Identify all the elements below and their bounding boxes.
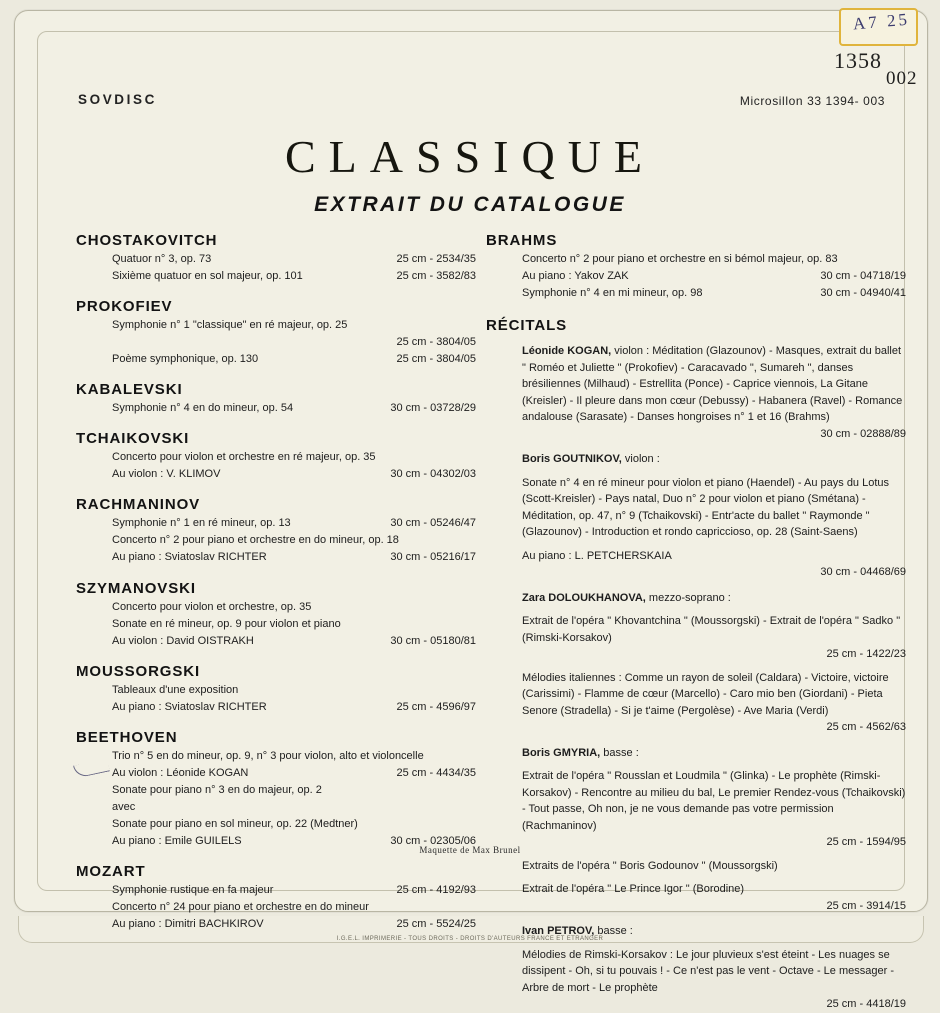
entry-title: Symphonie rustique en fa majeur bbox=[112, 884, 274, 897]
catalogue-entry bbox=[76, 251, 476, 268]
catalogue-entry bbox=[76, 799, 476, 816]
entry-title: Concerto n° 2 pour piano et orchestre en si bémol majeur, op. 83 bbox=[522, 253, 838, 265]
catalogue-entry bbox=[76, 515, 476, 532]
entry-title: Au violon : V. KLIMOV bbox=[112, 468, 221, 481]
composer-heading: BEETHOVEN bbox=[76, 728, 178, 746]
recital-entry bbox=[486, 590, 906, 736]
catalog-number-top: 1358 bbox=[834, 48, 882, 73]
recital-reference: 25 cm - 1594/95 bbox=[826, 836, 906, 849]
design-credit: Maquette de Max Brunel bbox=[419, 845, 521, 855]
recital-entry bbox=[486, 451, 906, 581]
entry-title: Au piano : Sviatoslav RICHTER bbox=[112, 700, 267, 713]
composer-heading: SZYMANOVSKI bbox=[76, 579, 196, 597]
entry-title: Concerto pour violon et orchestre en ré majeur, op. 35 bbox=[112, 451, 376, 464]
entry-title: Au violon : David OISTRAKH bbox=[112, 634, 254, 647]
entry-reference: 30 cm - 04940/41 bbox=[820, 287, 906, 300]
entry-reference: 25 cm - 5524/25 bbox=[396, 918, 476, 931]
catalogue-entry bbox=[76, 765, 476, 782]
entry-reference: 25 cm - 4434/35 bbox=[396, 766, 476, 779]
entry-reference: 30 cm - 05246/47 bbox=[390, 517, 476, 530]
catalogue-entry bbox=[486, 268, 906, 285]
recital-reference: 25 cm - 4562/63 bbox=[826, 721, 906, 734]
composer-heading: TCHAIKOVSKI bbox=[76, 430, 190, 448]
catalogue-entry bbox=[76, 599, 476, 616]
recital-block bbox=[522, 475, 906, 541]
recital-text: Extraits de l'opéra " Boris Godounov " (Moussorgski) bbox=[522, 859, 778, 872]
catalogue-entry bbox=[486, 251, 906, 268]
entry-title: Au piano : Emile GUILELS bbox=[112, 834, 242, 847]
catalogue-entry bbox=[76, 882, 476, 899]
artist-role: violon : bbox=[611, 345, 653, 358]
catalogue-entry bbox=[76, 268, 476, 285]
catalogue-entry bbox=[76, 899, 476, 916]
catalogue-entry bbox=[76, 782, 476, 799]
entry-reference: 25 cm - 3804/05 bbox=[396, 336, 476, 349]
entry-title: Sonate en ré mineur, op. 9 pour violon et piano bbox=[112, 617, 341, 630]
composer-heading: KABALEVSKI bbox=[76, 381, 183, 399]
catalogue-entry bbox=[76, 699, 476, 716]
entry-title: Concerto pour violon et orchestre, op. 35 bbox=[112, 600, 312, 613]
entry-reference: 30 cm - 05216/17 bbox=[390, 551, 476, 564]
entry-title: Concerto n° 24 pour piano et orchestre en do mineur bbox=[112, 901, 369, 914]
composer-heading: MOZART bbox=[76, 863, 146, 881]
entry-reference: 30 cm - 05180/81 bbox=[390, 634, 476, 647]
recital-text: Méditation (Glazounov) - Masques, extrait du ballet " Roméo et Juliette " (Prokofiev) - Caracavado ", Sumareh ", danses brésiliennes (Milhaud) - Estrellita (Ponce) - Caprice viennois, La Gitane (Kreisler) - Il pleure dans mon cœur (Debussy) - Habanera (Ravel) - Romance andalouse (Sarasate) - Danses hongroises n° 1 et 16 (Brahms) bbox=[522, 345, 903, 424]
entry-title: Tableaux d'une exposition bbox=[112, 683, 239, 696]
recital-artist-line bbox=[522, 590, 906, 607]
entry-title: Concerto n° 2 pour piano et orchestre en do mineur, op. 18 bbox=[112, 534, 399, 547]
catalogue-entry bbox=[76, 466, 476, 483]
entry-title: Symphonie n° 4 en do mineur, op. 54 bbox=[112, 402, 294, 415]
composer-heading: BRAHMS bbox=[486, 232, 558, 249]
recital-block bbox=[522, 613, 906, 646]
handwritten-annotation: A7 25 bbox=[852, 9, 911, 34]
catalogue-entry bbox=[76, 449, 476, 466]
entry-title: Au piano : Dimitri BACHKIROV bbox=[112, 918, 264, 931]
artist-role: basse : bbox=[600, 746, 639, 759]
catalog-number-sub: 002 bbox=[886, 68, 918, 89]
entry-title: Poème symphonique, op. 130 bbox=[112, 353, 259, 366]
recital-artist-line bbox=[522, 343, 906, 426]
catalogue-entry bbox=[76, 532, 476, 549]
entry-reference: 30 cm - 04718/19 bbox=[820, 270, 906, 283]
entry-reference: 30 cm - 02305/06 bbox=[390, 834, 476, 847]
artist-name: Boris GMYRIA, bbox=[522, 746, 601, 759]
catalogue-entry bbox=[76, 317, 476, 334]
recital-block bbox=[522, 548, 906, 565]
entry-title: Trio n° 5 en do mineur, op. 9, n° 3 pour violon, alto et violoncelle bbox=[112, 749, 424, 762]
catalogue-left-column bbox=[76, 232, 476, 933]
recital-text: Sonate n° 4 en ré mineur pour violon et piano (Haendel) - Au pays du Lotus (Scott-Kreisler) - Pays natal, Duo n° 2 pour violon et piano (Smétana) - Méditation, op. 47, n° 9 (Tchaikovski) - Entr'acte du ballet " Raymonde " (Glazounov) - Introduction et rondo capriccioso, op. 28 (Saint-Saens) bbox=[522, 476, 890, 539]
artist-role: mezzo-soprano : bbox=[645, 591, 731, 604]
composer-heading: PROKOFIEV bbox=[76, 298, 173, 316]
entry-title: avec bbox=[112, 800, 136, 813]
page-title: CLASSIQUE bbox=[284, 131, 656, 182]
catalogue-entry bbox=[76, 616, 476, 633]
recital-block bbox=[522, 881, 906, 898]
recital-reference: 25 cm - 4418/19 bbox=[826, 998, 906, 1011]
recital-artist-line bbox=[522, 745, 906, 762]
entry-title: Sixième quatuor en sol majeur, op. 101 bbox=[112, 270, 303, 283]
recital-artist-line bbox=[522, 451, 906, 468]
catalogue-entry bbox=[76, 916, 476, 933]
entry-reference: 25 cm - 4192/93 bbox=[396, 884, 476, 897]
artist-name: Boris GOUTNIKOV, bbox=[522, 453, 622, 466]
entry-title: Quatuor n° 3, op. 73 bbox=[112, 253, 212, 265]
artist-role: basse : bbox=[594, 925, 633, 938]
entry-title: Symphonie n° 4 en mi mineur, op. 98 bbox=[522, 287, 703, 300]
entry-title: Au violon : Léonide KOGAN bbox=[112, 766, 249, 779]
recital-reference: 30 cm - 02888/89 bbox=[820, 427, 906, 440]
recitals-heading: RÉCITALS bbox=[486, 317, 568, 335]
catalogue-entry bbox=[76, 633, 476, 650]
recital-text: Extrait de l'opéra " Le Prince Igor " (Borodine) bbox=[522, 883, 745, 896]
entry-title: Symphonie n° 1 "classique" en ré majeur, op. 25 bbox=[112, 319, 348, 332]
entry-title: Au piano : Sviatoslav RICHTER bbox=[112, 551, 267, 564]
recital-text: Extrait de l'opéra " Khovantchina " (Moussorgski) - Extrait de l'opéra " Sadko " (Rimski-Korsakov) bbox=[522, 615, 901, 644]
catalogue-entry bbox=[76, 400, 476, 417]
format-reference: Microsillon 33 1394- 003 bbox=[739, 94, 885, 108]
entry-reference: 25 cm - 3582/83 bbox=[396, 270, 476, 283]
recital-text: Au piano : L. PETCHERSKAIA bbox=[522, 549, 672, 562]
composer-heading: MOUSSORGSKI bbox=[76, 662, 201, 680]
recital-block bbox=[522, 858, 906, 875]
recital-text: Mélodies de Rimski-Korsakov : Le jour pluvieux s'est éteint - Les nuages se dissipent - Oh, si tu pouvais ! - Ce n'est pas le vent - Octave - Le messager - Arbre de mort - Le prophète bbox=[522, 948, 894, 994]
artist-name: Ivan PETROV, bbox=[522, 925, 595, 938]
catalogue-entry bbox=[76, 682, 476, 699]
printer-notice: I.G.E.L. IMPRIMERIE - TOUS DROITS - DROITS D'AUTEURS FRANCE ET ETRANGER bbox=[336, 936, 604, 942]
page-subtitle: EXTRAIT DU CATALOGUE bbox=[314, 193, 626, 216]
entry-reference: 25 cm - 4596/97 bbox=[396, 700, 476, 713]
catalogue-entry bbox=[76, 351, 476, 368]
recital-block bbox=[522, 947, 906, 997]
recital-reference: 25 cm - 3914/15 bbox=[826, 899, 906, 912]
artist-name: Léonide KOGAN, bbox=[522, 345, 612, 358]
recital-text: Mélodies italiennes : Comme un rayon de soleil (Caldara) - Victoire, victoire (Carissimi) - Flamme de cœur (Marcello) - Caro mio ben (Giordani) - Pieta Senore (Stradella) - Si je t'aime (Pergolèse) - Ave Maria (Verdi) bbox=[522, 671, 889, 717]
recital-reference: 25 cm - 1422/23 bbox=[826, 648, 906, 661]
entry-reference: 30 cm - 03728/29 bbox=[390, 402, 476, 415]
artist-role: violon : bbox=[621, 453, 660, 466]
recital-entry bbox=[486, 745, 906, 915]
entry-reference: 25 cm - 2534/35 bbox=[396, 253, 476, 265]
catalogue-right-column bbox=[486, 232, 906, 1013]
composer-heading: RACHMANINOV bbox=[76, 496, 201, 514]
entry-reference: 25 cm - 3804/05 bbox=[396, 353, 476, 366]
catalogue-entry bbox=[76, 549, 476, 566]
entry-reference: 30 cm - 04302/03 bbox=[390, 468, 476, 481]
recital-text: Extrait de l'opéra " Rousslan et Loudmila " (Glinka) - Le prophète (Rimski-Korsakov) - Rencontre au milieu du bal, Le premier Rendez-vous (Tchaikovski) - Tout passe, Oh non, je ne vous demande pas votre permission (Rachmaninov) bbox=[522, 770, 906, 832]
entry-title: Sonate pour piano n° 3 en do majeur, op. 2 bbox=[112, 783, 322, 796]
composer-heading: CHOSTAKOVITCH bbox=[76, 232, 218, 249]
catalogue-entry bbox=[76, 334, 476, 351]
recital-block bbox=[522, 670, 906, 720]
entry-title: Symphonie n° 1 en ré mineur, op. 13 bbox=[112, 517, 291, 530]
recital-reference: 30 cm - 04468/69 bbox=[820, 566, 906, 579]
entry-title: Au piano : Yakov ZAK bbox=[522, 270, 629, 283]
catalogue-entry bbox=[76, 816, 476, 833]
entry-title: Sonate pour piano en sol mineur, op. 22 (Medtner) bbox=[112, 817, 358, 830]
catalogue-entry bbox=[486, 285, 906, 302]
artist-name: Zara DOLOUKHANOVA, bbox=[522, 591, 646, 604]
label-name: SOVDISC bbox=[78, 92, 157, 107]
recital-block bbox=[522, 768, 906, 834]
recital-entry bbox=[486, 343, 906, 442]
catalogue-entry bbox=[76, 748, 476, 765]
